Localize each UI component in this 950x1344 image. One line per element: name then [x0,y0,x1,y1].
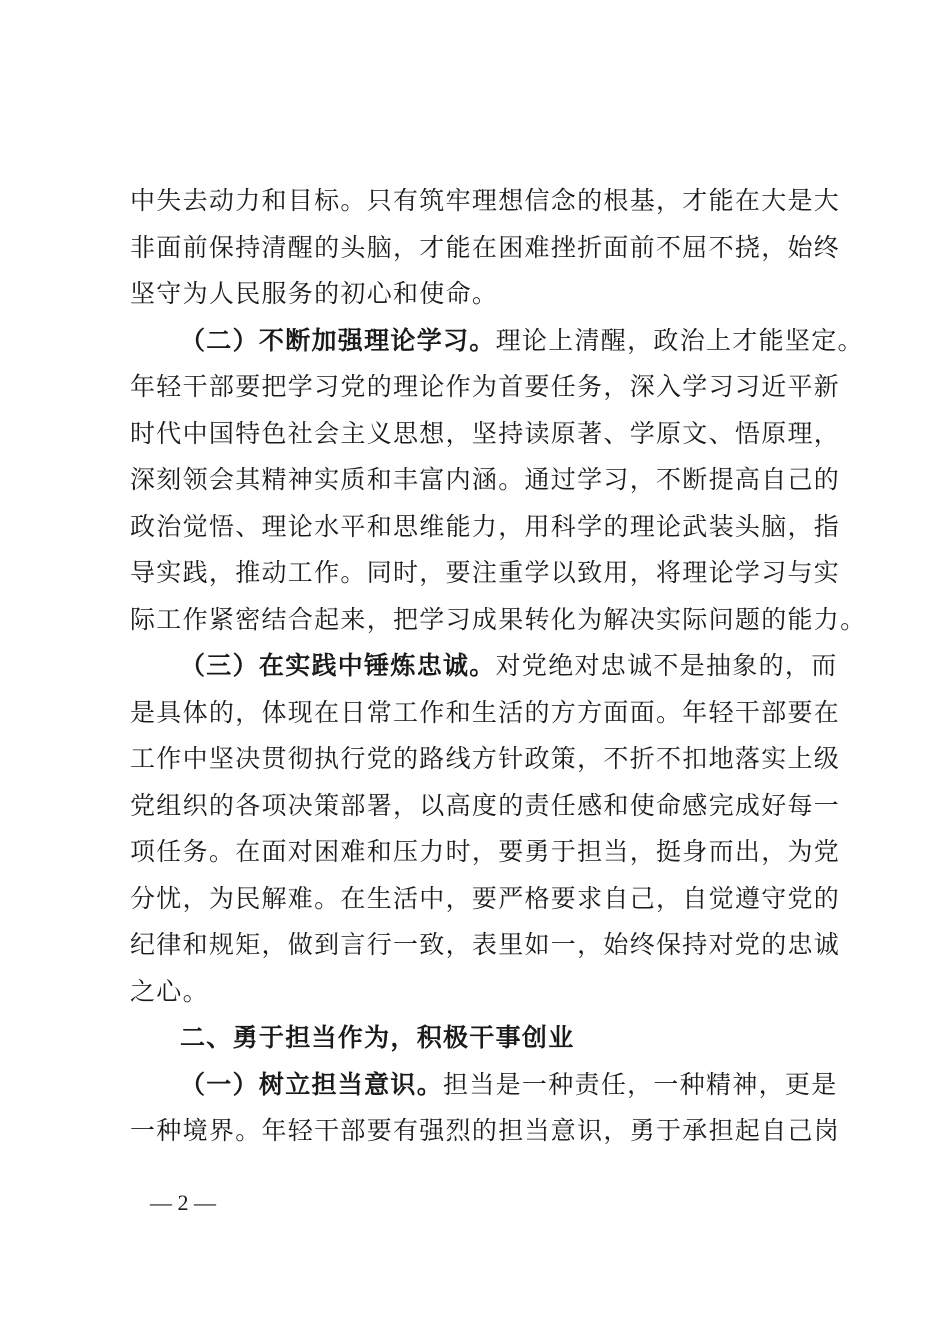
section-2-heading: 二、勇于担当作为，积极干事创业 [180,1023,575,1052]
text-line: 工作中坚决贯彻执行党的路线方针政策，不折不扣地落实上级 [130,744,841,773]
subsection-3-line [130,643,840,690]
text-line: 中失去动力和目标。只有筑牢理想信念的根基，才能在大是大 [130,186,841,215]
subsection-2-text: 理论上清醒，政治上才能坚定。 [495,325,864,355]
subsection-1-title: （一）树立担当意识。 [180,1069,444,1099]
text-line: 党组织的各项决策部署，以高度的责任感和使命感完成好每一 [130,790,841,820]
text-line: 是具体的，体现在日常工作和生活的方方面面。年轻干部要在 [130,697,841,727]
text-line: 一种境界。年轻干部要有强烈的担当意识，勇于承担起自己岗 [130,1116,841,1145]
subsection-2-title: （二）不断加强理论学习。 [180,325,496,355]
text-line: 非面前保持清醒的头脑，才能在困难挫折面前不屈不挠，始终 [130,232,841,262]
text-line: 分忧，为民解难。在生活中，要严格要求自己，自觉遵守党的 [130,883,841,913]
text-line: 际工作紧密结合起来，把学习成果转化为解决实际问题的能力。 [130,604,867,634]
text-line: 政治觉悟、理论水平和思维能力，用科学的理论武装头脑，指 [130,511,841,541]
subsection-1-text: 担当是一种责任，一种精神，更是 [443,1069,838,1099]
text-line: 导实践，推动工作。同时，要注重学以致用，将理论学习与实 [130,558,841,587]
text-line: 纪律和规矩，做到言行一致，表里如一，始终保持对党的忠诚 [130,930,841,959]
text-line: 年轻干部要把学习党的理论作为首要任务，深入学习习近平新 [130,372,841,401]
text-line: 深刻领会其精神实质和丰富内涵。通过学习，不断提高自己的 [130,465,841,494]
text-line: 时代中国特色社会主义思想，坚持读原著、学原文、悟原理， [130,418,841,448]
page-number: — 2 — [150,1190,216,1215]
subsection-2-line [130,318,864,365]
body-text [130,178,867,1155]
subsection-3-title: （三）在实践中锤炼忠诚。 [180,651,496,680]
subsection-3-text: 对党绝对忠诚不是抽象的，而 [495,651,838,680]
text-line: 坚守为人民服务的初心和使命。 [130,279,499,308]
subsection-1-line [130,1062,840,1109]
text-line: 之心。 [130,976,209,1006]
text-line: 项任务。在面对困难和压力时，要勇于担当，挺身而出，为党 [130,837,841,866]
